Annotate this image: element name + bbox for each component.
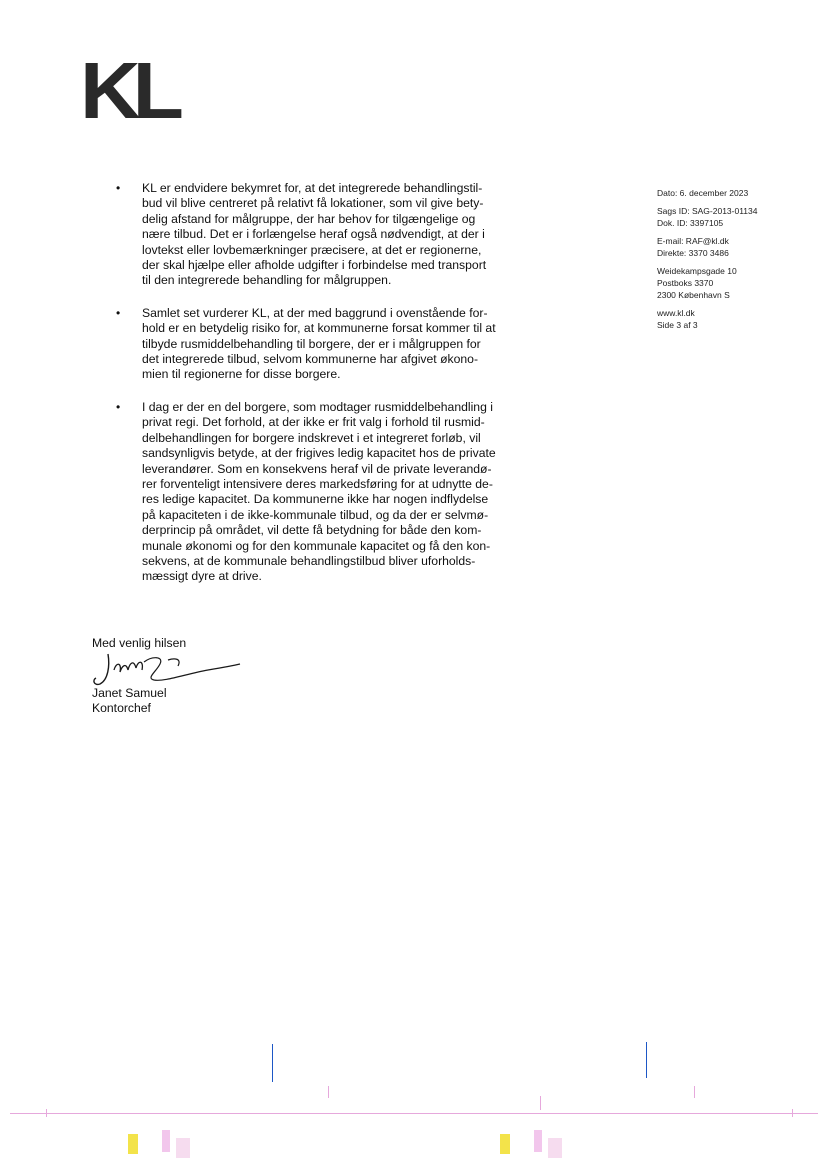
phone-line: Direkte: 3370 3486 [657, 248, 729, 258]
doc-id-line: Dok. ID: 3397105 [657, 218, 724, 228]
scan-tick [46, 1109, 47, 1117]
scan-marker-right [646, 1042, 647, 1078]
text-line: res ledige kapacitet. Da kommunerne ikke har nogen indflydelse [142, 492, 489, 507]
text-line: sandsynligvis betyde, at der frigives ledig kapacitet hos de private [142, 446, 496, 461]
date-group [657, 187, 807, 199]
scan-tick [328, 1086, 329, 1098]
kl-logo: KL [80, 45, 176, 135]
text-line: I dag er der en del borgere, som modtager rusmiddelbehandling i [142, 399, 493, 414]
text-line: tilbyde rusmiddelbehandling til borgere, der er i målgruppen for [142, 336, 481, 351]
text-line: derprincip på området, vil dette få betydning for både den kom- [142, 523, 482, 538]
text-line: rer forventeligt intensivere deres markedsføring for at udnytte de- [142, 476, 493, 491]
case-group [657, 205, 807, 229]
text-line: sekvens, at de kommunale behandlingstilbud bliver uforholds- [142, 553, 476, 568]
bullet-paragraph [92, 181, 562, 289]
text-line: KL er endvidere bekymret for, at det integrerede behandlingstil- [142, 181, 483, 195]
text-line: delbehandlingen for borgere indskrevet i et integreret forløb, vil [142, 430, 481, 445]
date-line: Dato: 6. december 2023 [657, 188, 749, 198]
bullet-paragraph [92, 400, 562, 585]
scan-marker-left [272, 1044, 273, 1082]
text-line: privat regi. Det forhold, at der ikke er frit valg i forhold til rusmid- [142, 415, 485, 430]
letter-body [92, 181, 562, 602]
text-line: til den integrerede behandling for målgruppen. [142, 273, 392, 288]
email-line: E-mail: RAF@kl.dk [657, 236, 729, 246]
text-line: leverandører. Som en konsekvens heraf vil de private leverandø- [142, 461, 492, 476]
text-line: nære tilbud. Det er i forlængelse heraf også nødvendigt, at der i [142, 227, 485, 242]
scan-tick [540, 1096, 541, 1110]
text-line: munale økonomi og for den kommunale kapacitet og få den kon- [142, 538, 491, 553]
text-line: mien til regionerne for disse borgere. [142, 367, 341, 382]
text-line: hold er en betydelig risiko for, at kommunerne forsat kommer til at [142, 321, 496, 336]
signatory-title: Kontorchef [92, 701, 151, 715]
letter-metadata [657, 187, 807, 337]
page-number: Side 3 af 3 [657, 320, 698, 330]
text-line: på kapaciteten i de ikke-kommunale tilbud, og da der er selvmø- [142, 507, 489, 522]
text-line: Samlet set vurderer KL, at der med baggrund i ovenstående for- [142, 305, 488, 320]
website-link[interactable]: www.kl.dk [657, 308, 695, 318]
bullet-paragraph [92, 306, 562, 383]
text-line: lovtekst eller lovbemærkninger præcisere, at det er regionerne, [142, 242, 482, 257]
address-street: Weidekampsgade 10 [657, 266, 737, 276]
bullet-icon: • [116, 181, 121, 195]
text-line: mæssigt dyre at drive. [142, 569, 262, 584]
address-group [657, 265, 807, 301]
scan-tick [792, 1109, 793, 1117]
closing-greeting: Med venlig hilsen [92, 636, 187, 650]
contact-group [657, 235, 807, 259]
text-line: bud vil blive centreret på relativt få lokationer, som vil give bety- [142, 196, 484, 211]
text-line: det integrerede tilbud, selvom kommunerne har afgivet økono- [142, 352, 479, 367]
address-city: 2300 København S [657, 290, 730, 300]
scan-color-artifact [498, 1128, 588, 1164]
signatory-name: Janet Samuel [92, 686, 167, 700]
bullet-icon: • [116, 399, 121, 414]
scan-color-artifact [126, 1128, 216, 1164]
text-line: der skal hjælpe eller afholde udgifter i forbindelse med transport [142, 258, 487, 273]
scan-border-line [10, 1113, 818, 1114]
web-group [657, 307, 807, 331]
text-line: delig afstand for målgruppe, der har behov for tilgængelige og [142, 211, 476, 226]
bullet-icon: • [116, 305, 121, 320]
address-box: Postboks 3370 [657, 278, 714, 288]
case-id-line: Sags ID: SAG-2013-01134 [657, 206, 758, 216]
scan-tick [694, 1086, 695, 1098]
